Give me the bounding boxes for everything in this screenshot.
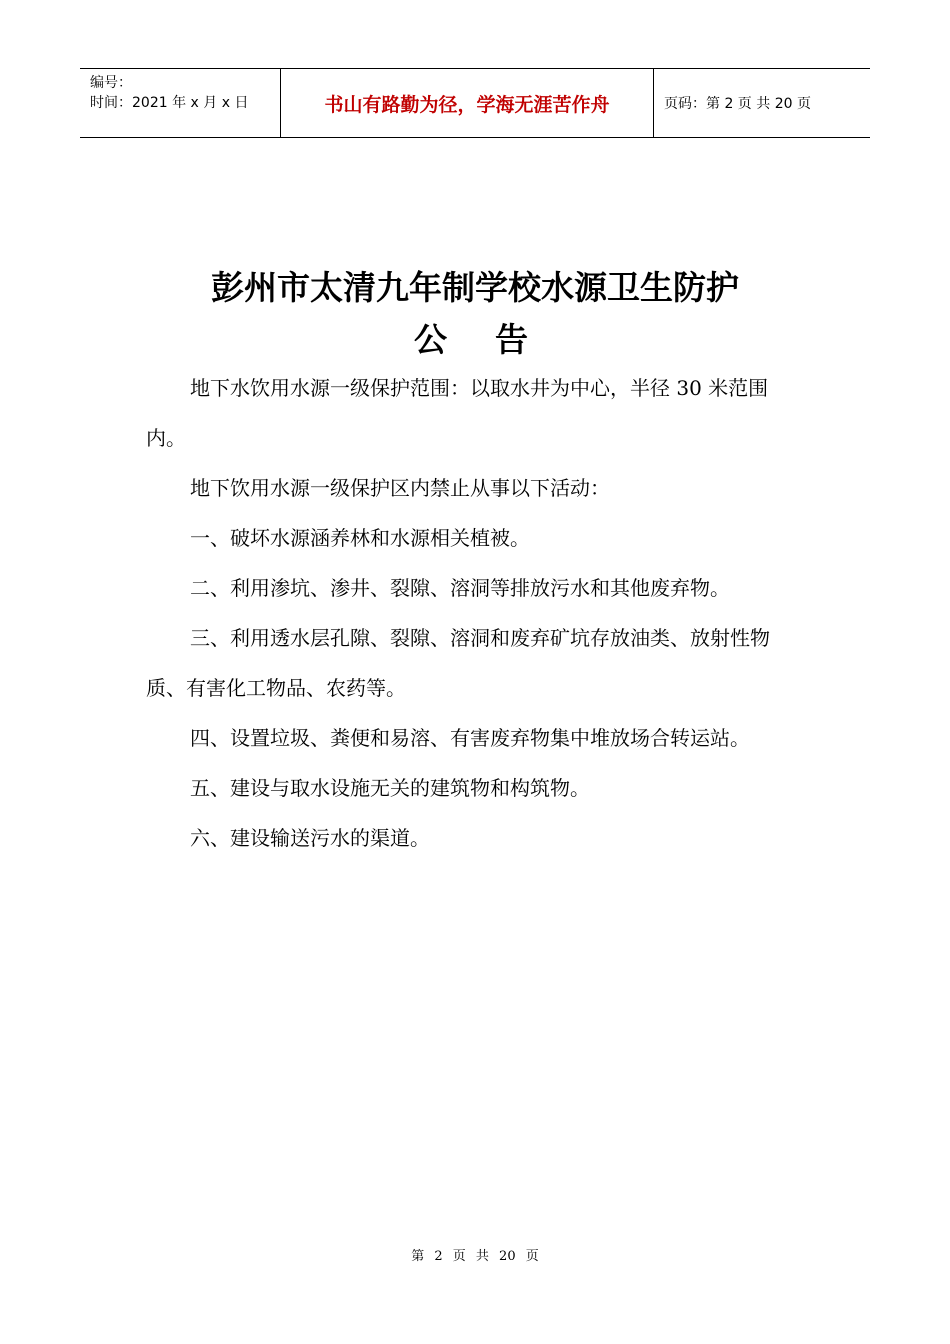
page-header	[80, 68, 870, 138]
document-title: 彭州市太清九年制学校水源卫生防护	[211, 268, 739, 307]
paragraph: 三、利用透水层孔隙、裂隙、溶洞和废弃矿坑存放油类、放射性物质、有害化工物品、农药等。	[146, 626, 770, 700]
page-footer: 第 2 页 共 20 页	[411, 1249, 539, 1264]
header-motto	[281, 69, 654, 137]
document-subtitle	[0, 314, 950, 361]
subtitle-char: 告	[495, 320, 536, 359]
page-info-text: 页码：第 2 页 共 20 页	[664, 96, 811, 112]
document-body	[146, 363, 808, 863]
date-label: 时间：2021 年 x 月 x 日	[90, 95, 249, 111]
paragraph: 一、破坏水源涵养林和水源相关植被。	[190, 526, 530, 550]
subtitle-char: 公	[414, 320, 455, 359]
paragraph: 地下饮用水源一级保护区内禁止从事以下活动：	[190, 476, 610, 500]
paragraph: 二、利用渗坑、渗井、裂隙、溶洞等排放污水和其他废弃物。	[190, 576, 730, 600]
header-meta	[80, 69, 281, 137]
paragraph: 地下水饮用水源一级保护范围：以取水井为中心，半径 30 米范围内。	[146, 376, 769, 450]
number-label: 编号：	[90, 75, 132, 91]
paragraph: 五、建设与取水设施无关的建筑物和构筑物。	[190, 776, 590, 800]
paragraph: 六、建设输送污水的渠道。	[190, 826, 430, 850]
motto-text: 书山有路勤为径，学海无涯苦作舟	[324, 93, 610, 116]
header-page-info	[654, 69, 870, 137]
paragraph: 四、设置垃圾、粪便和易溶、有害废弃物集中堆放场合转运站。	[190, 726, 750, 750]
